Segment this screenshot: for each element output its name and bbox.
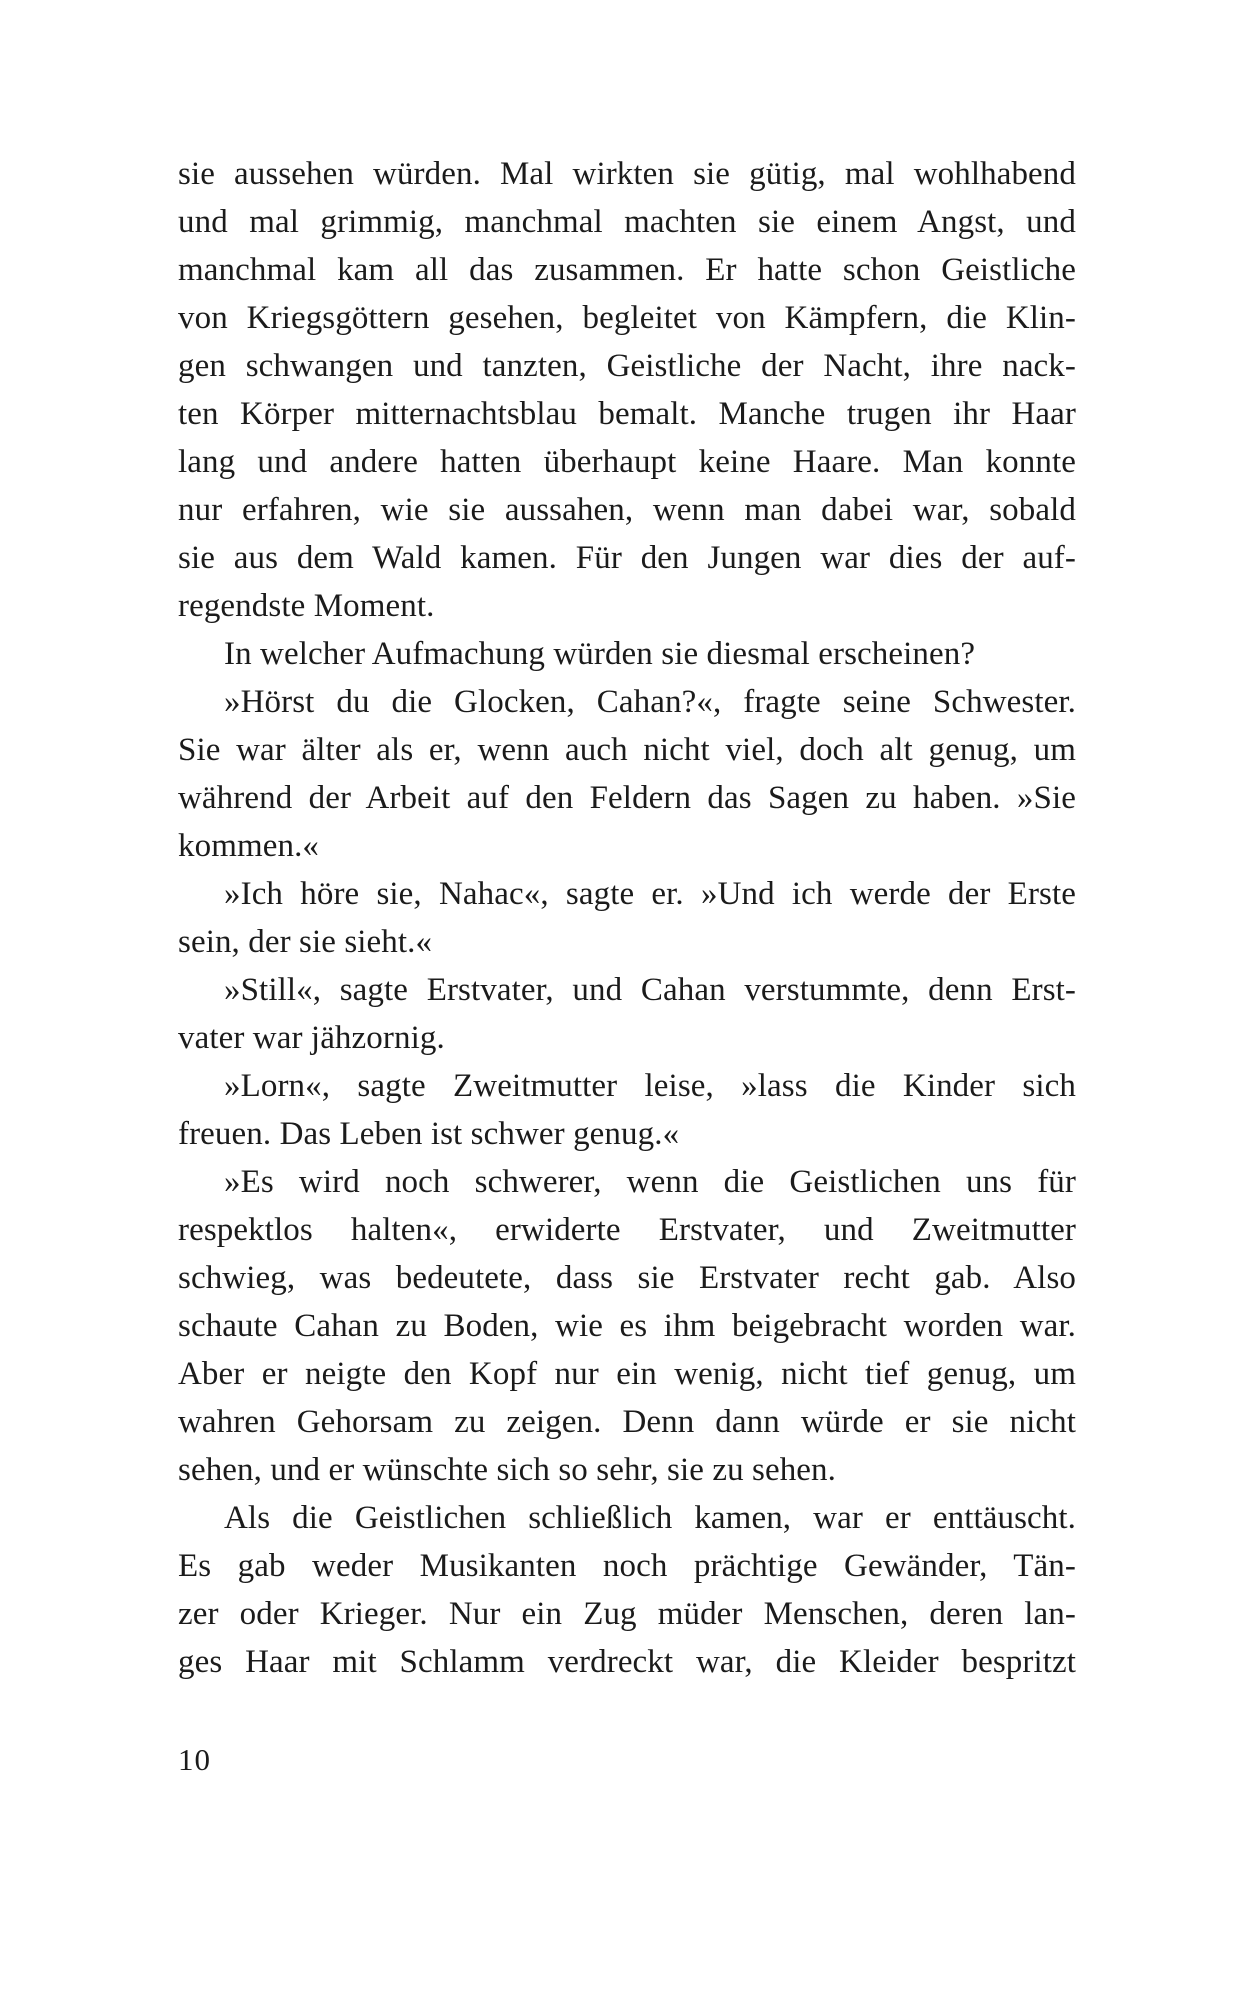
- text-line: Aber er neigte den Kopf nur ein wenig, nicht tief genug, um: [178, 1356, 1076, 1392]
- text-line: »Ich höre sie, Nahac«, sagte er. »Und ich werde der Erste: [224, 876, 1076, 912]
- text-line: sie aus dem Wald kamen. Für den Jungen war dies der auf-: [178, 540, 1076, 576]
- text-line: ges Haar mit Schlamm verdreckt war, die Kleider bespritzt: [178, 1644, 1076, 1680]
- text-line: Als die Geistlichen schließlich kamen, war er enttäuscht.: [224, 1500, 1076, 1536]
- text-line: gen schwangen und tanzten, Geistliche der Nacht, ihre nack-: [178, 348, 1076, 384]
- text-line: Sie war älter als er, wenn auch nicht viel, doch alt genug, um: [178, 732, 1076, 768]
- text-line: Es gab weder Musikanten noch prächtige Gewänder, Tän-: [178, 1548, 1076, 1584]
- text-line: sehen, und er wünschte sich so sehr, sie zu sehen.: [178, 1452, 837, 1488]
- text-line: kommen.«: [178, 828, 320, 864]
- text-line: freuen. Das Leben ist schwer genug.«: [178, 1116, 680, 1152]
- text-line: In welcher Aufmachung würden sie diesmal erscheinen?: [224, 636, 976, 672]
- text-line: »Es wird noch schwerer, wenn die Geistlichen uns für: [224, 1164, 1076, 1200]
- body-text: [178, 150, 1076, 1686]
- text-line: »Hörst du die Glocken, Cahan?«, fragte seine Schwester.: [224, 684, 1076, 720]
- text-line: »Still«, sagte Erstvater, und Cahan verstummte, denn Erst-: [224, 972, 1076, 1008]
- text-line: wahren Gehorsam zu zeigen. Denn dann würde er sie nicht: [178, 1404, 1076, 1440]
- text-line: nur erfahren, wie sie aussahen, wenn man dabei war, sobald: [178, 492, 1076, 528]
- text-line: von Kriegsgöttern gesehen, begleitet von Kämpfern, die Klin-: [178, 300, 1076, 336]
- text-line: und mal grimmig, manchmal machten sie einem Angst, und: [178, 204, 1076, 240]
- text-line: während der Arbeit auf den Feldern das Sagen zu haben. »Sie: [178, 780, 1076, 816]
- text-line: manchmal kam all das zusammen. Er hatte schon Geistliche: [178, 252, 1076, 288]
- text-line: schwieg, was bedeutete, dass sie Erstvater recht gab. Also: [178, 1260, 1076, 1296]
- text-line: ten Körper mitternachtsblau bemalt. Manche trugen ihr Haar: [178, 396, 1076, 432]
- text-line: vater war jähzornig.: [178, 1020, 445, 1056]
- text-line: sie aussehen würden. Mal wirkten sie gütig, mal wohlhabend: [178, 156, 1076, 192]
- text-line: regendste Moment.: [178, 588, 435, 624]
- text-line: lang und andere hatten überhaupt keine Haare. Man konnte: [178, 444, 1076, 480]
- text-line: respektlos halten«, erwiderte Erstvater, und Zweitmutter: [178, 1212, 1076, 1248]
- text-line: »Lorn«, sagte Zweitmutter leise, »lass die Kinder sich: [224, 1068, 1076, 1104]
- text-line: schaute Cahan zu Boden, wie es ihm beigebracht worden war.: [178, 1308, 1076, 1344]
- page-number: 10: [178, 1742, 211, 1777]
- text-line: zer oder Krieger. Nur ein Zug müder Menschen, deren lan-: [178, 1596, 1076, 1632]
- text-line: sein, der sie sieht.«: [178, 924, 433, 960]
